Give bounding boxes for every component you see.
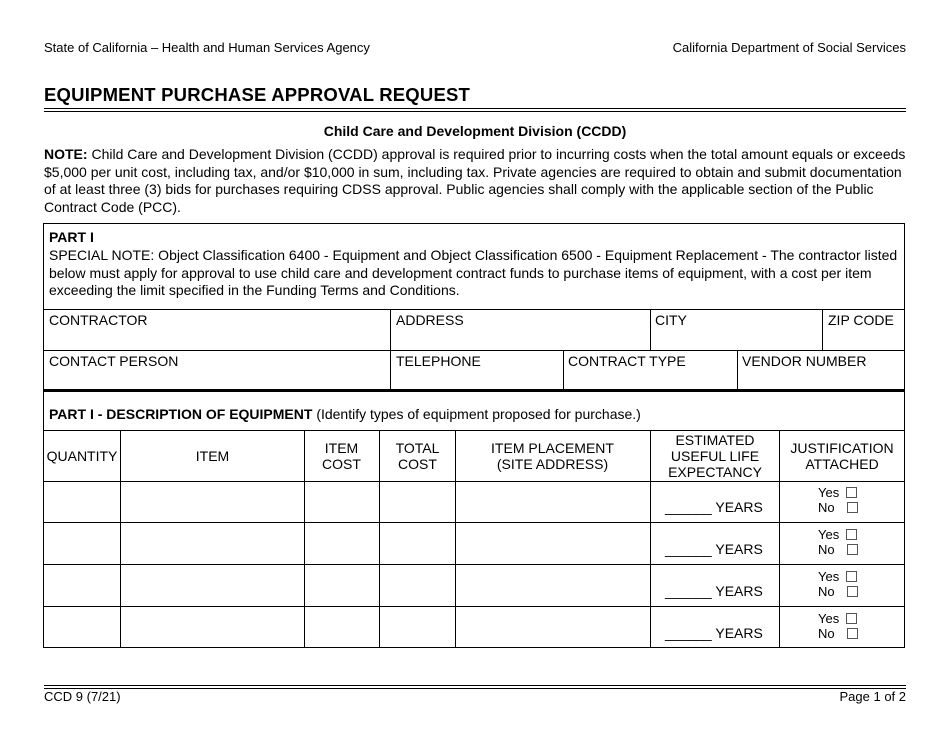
divider	[737, 350, 738, 390]
address-field[interactable]: ADDRESS	[396, 312, 464, 328]
equipment-instruction: (Identify types of equipment proposed for purchase.)	[316, 406, 641, 422]
total-cost-cell[interactable]	[380, 565, 455, 606]
item-cost-cell[interactable]	[305, 482, 379, 522]
placement-cell[interactable]	[456, 565, 650, 606]
col-total-cost: TOTAL COST	[395, 440, 440, 472]
yes-option[interactable]: Yes	[818, 527, 858, 542]
col-useful-life: ESTIMATED USEFUL LIFE EXPECTANCY	[668, 432, 762, 480]
justification-checks	[818, 527, 858, 557]
contract-type-field[interactable]: CONTRACT TYPE	[568, 353, 686, 369]
justification-checks	[818, 485, 858, 515]
divider	[43, 309, 905, 310]
note-label: NOTE:	[44, 146, 88, 162]
no-checkbox[interactable]	[847, 586, 858, 597]
note-text: Child Care and Development Division (CCDD) approval is required prior to incurring costs when the total amount equals or exceeds $5,000 per unit cost, including tax, and/or $10,000 in sum, including tax. Private agencies are required to obtain and submit documentation of at least three (3) bids for purchases requiring CDSS approval. Public agencies shall comply with the applicable section of the Public Contract Code (PCC).	[44, 146, 906, 215]
years-field[interactable]: ______ YEARS	[665, 625, 763, 641]
total-cost-cell[interactable]	[380, 607, 455, 647]
yes-checkbox[interactable]	[846, 529, 857, 540]
yes-option[interactable]: Yes	[818, 611, 858, 626]
item-cell[interactable]	[121, 607, 304, 647]
page-title: EQUIPMENT PURCHASE APPROVAL REQUEST	[44, 84, 471, 105]
divider	[390, 350, 391, 390]
equipment-heading-line	[49, 406, 641, 422]
quantity-cell[interactable]	[44, 523, 120, 564]
agency-name: State of California – Health and Human Services Agency	[44, 40, 370, 55]
yes-checkbox[interactable]	[846, 571, 857, 582]
col-item: ITEM	[195, 448, 230, 464]
footer-rule-bottom	[44, 688, 906, 689]
no-option[interactable]: No	[818, 500, 858, 515]
col-quantity: QUANTITY	[46, 448, 118, 464]
divider	[650, 430, 651, 648]
no-checkbox[interactable]	[847, 628, 858, 639]
placement-cell[interactable]	[456, 523, 650, 564]
item-cell[interactable]	[121, 523, 304, 564]
title-rule-top	[44, 108, 906, 109]
divider	[563, 350, 564, 390]
contractor-field[interactable]: CONTRACTOR	[49, 312, 148, 328]
equipment-heading: PART I - DESCRIPTION OF EQUIPMENT	[49, 406, 313, 422]
no-checkbox[interactable]	[847, 502, 858, 513]
city-field[interactable]: CITY	[655, 312, 687, 328]
page-number: Page 1 of 2	[839, 689, 906, 704]
part1-special-note: SPECIAL NOTE: Object Classification 6400 - Equipment and Object Classification 6500 - Equipment Replacement - The contractor listed below must apply for approval to use child care and development contract funds to purchase items of equipment, with a cost per item exceeding the limit specified in the Funding Terms and Conditions.	[49, 247, 898, 298]
divider	[43, 350, 905, 351]
item-cost-cell[interactable]	[305, 565, 379, 606]
part1-heading: PART I	[49, 229, 94, 245]
years-field[interactable]: ______ YEARS	[665, 583, 763, 599]
yes-checkbox[interactable]	[846, 613, 857, 624]
quantity-cell[interactable]	[44, 482, 120, 522]
section-divider	[43, 389, 905, 392]
col-item-placement: ITEM PLACEMENT (SITE ADDRESS)	[491, 440, 614, 472]
item-cell[interactable]	[121, 565, 304, 606]
divider	[390, 309, 391, 350]
divider	[779, 430, 780, 648]
quantity-cell[interactable]	[44, 607, 120, 647]
form-id: CCD 9 (7/21)	[44, 689, 121, 704]
yes-option[interactable]: Yes	[818, 569, 858, 584]
note-paragraph	[44, 146, 910, 216]
contact-person-field[interactable]: CONTACT PERSON	[49, 353, 179, 369]
title-rule-bottom	[44, 111, 906, 112]
item-cost-cell[interactable]	[305, 607, 379, 647]
years-field[interactable]: ______ YEARS	[665, 541, 763, 557]
placement-cell[interactable]	[456, 482, 650, 522]
zip-code-field[interactable]: ZIP CODE	[828, 312, 894, 328]
division-subtitle: Child Care and Development Division (CCDD)	[323, 123, 627, 139]
placement-cell[interactable]	[456, 607, 650, 647]
quantity-cell[interactable]	[44, 565, 120, 606]
yes-checkbox[interactable]	[846, 487, 857, 498]
footer-rule-top	[44, 685, 906, 686]
justification-checks	[818, 611, 858, 641]
item-cost-cell[interactable]	[305, 523, 379, 564]
no-option[interactable]: No	[818, 626, 858, 641]
col-item-cost: ITEM COST	[322, 440, 361, 472]
department-name: California Department of Social Services	[672, 40, 906, 55]
no-option[interactable]: No	[818, 542, 858, 557]
years-field[interactable]: ______ YEARS	[665, 499, 763, 515]
divider	[822, 309, 823, 350]
divider	[650, 309, 651, 350]
telephone-field[interactable]: TELEPHONE	[396, 353, 481, 369]
total-cost-cell[interactable]	[380, 523, 455, 564]
no-checkbox[interactable]	[847, 544, 858, 555]
justification-checks	[818, 569, 858, 599]
total-cost-cell[interactable]	[380, 482, 455, 522]
yes-option[interactable]: Yes	[818, 485, 858, 500]
vendor-number-field[interactable]: VENDOR NUMBER	[742, 353, 867, 369]
no-option[interactable]: No	[818, 584, 858, 599]
col-justification: JUSTIFICATION ATTACHED	[790, 440, 894, 472]
item-cell[interactable]	[121, 482, 304, 522]
